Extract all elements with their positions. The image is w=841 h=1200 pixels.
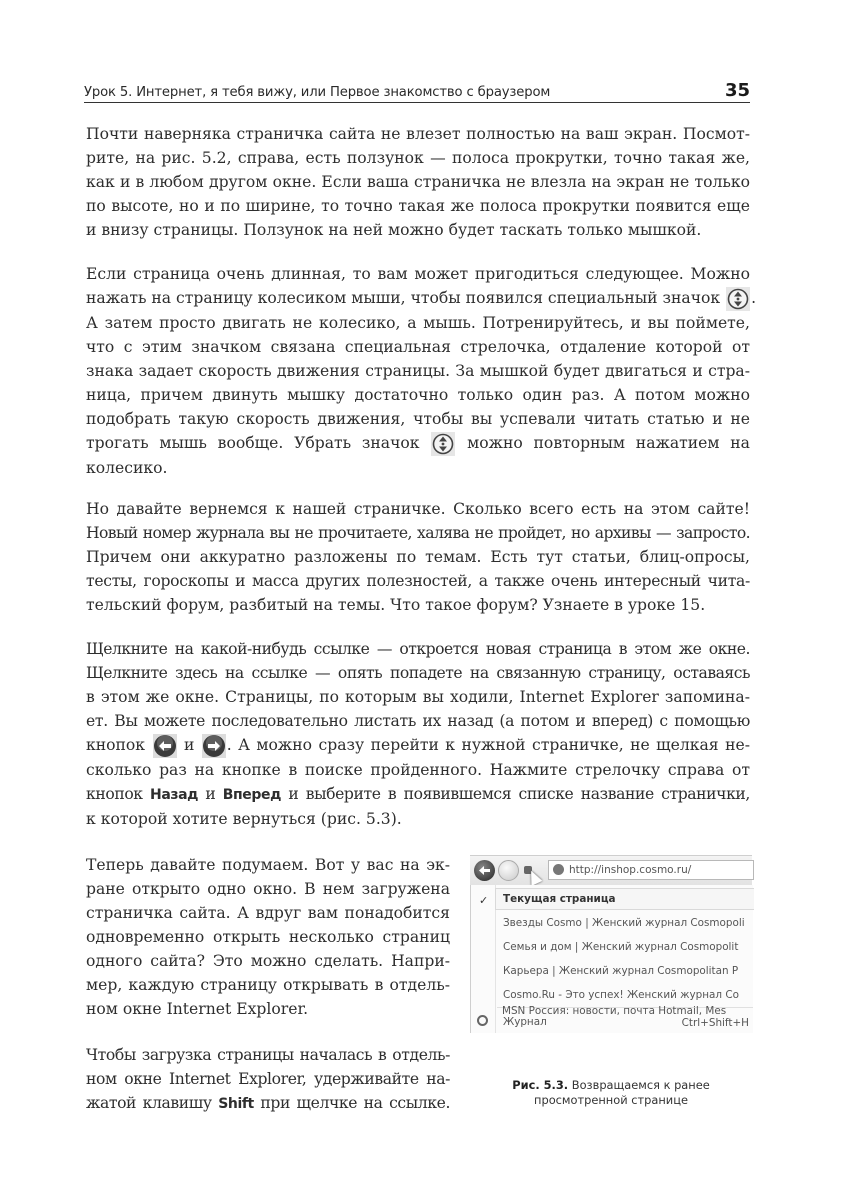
text-line: рите, на рис. 5.2, справа, есть ползунок — полоса прокрутки, точно такая же, [86, 149, 750, 167]
paragraph-scrollbar [86, 122, 750, 242]
text-fragment: трогать мышь вообще. Убрать значок [86, 434, 420, 452]
text-line: ном окне Internet Explorer. [86, 1000, 309, 1018]
text-line: Щелкните на какой-нибудь ссылке — откроется новая страница в этом же окне. [86, 640, 750, 658]
forward-arrow-icon [202, 734, 226, 758]
back-arrow-icon [474, 860, 495, 881]
check-icon: ✓ [479, 894, 489, 907]
text-fragment: можно повторным нажатием на [467, 434, 750, 452]
text-line: тельский форум, разбитый на темы. Что такое форум? Узнаете в уроке 15. [86, 596, 706, 614]
text-line: Но давайте вернемся к нашей страничке. Сколько всего есть на этом сайте! [86, 500, 750, 518]
text-line: Щелкните здесь на ссылке — опять попадете на связанную страницу, оставаясь [86, 664, 750, 682]
paragraph-archives [86, 497, 750, 617]
menu-item-history[interactable]: Семья и дом | Женский журнал Cosmopolit [503, 941, 739, 953]
text-fragment: и [183, 736, 195, 754]
browser-toolbar [470, 855, 752, 886]
chapter-title: Урок 5. Интернет, я тебя вижу, или Первое знакомство с браузером [84, 85, 551, 100]
autoscroll-icon [431, 432, 455, 456]
text-fragment: . [751, 289, 757, 307]
paragraph-multiple-windows [86, 853, 450, 1021]
text-line [86, 431, 750, 456]
forward-button[interactable] [498, 860, 519, 881]
text-fragment: . А можно сразу перейти к нужной страничке, не щелкая не- [226, 736, 750, 754]
figure-caption [470, 1078, 752, 1108]
caption-text: просмотренной странице [534, 1093, 688, 1107]
text-line: сколько раз на кнопке в поиске пройденного. Нажмите стрелочку справа от [86, 761, 750, 779]
text-line: А затем просто двигать не колесико, а мышь. Потренируйтесь, и вы поймете, [86, 314, 750, 332]
menu-item-history[interactable]: Звезды Cosmo | Женский журнал Cosmopoli [503, 917, 745, 929]
text-fragment: кнопок [86, 785, 143, 803]
paragraph-navigation [86, 637, 750, 831]
text-line: страничка сайта. А вдруг вам понадобится [86, 904, 450, 922]
mouse-cursor-icon [526, 868, 543, 886]
text-fragment: жатой клавишу [86, 1094, 212, 1112]
address-bar[interactable] [548, 860, 754, 880]
page-icon [553, 864, 564, 875]
paragraph-shift-click [86, 1043, 450, 1116]
text-line: тесты, гороскопы и масса других полезностей, а также очень интересный чита- [86, 572, 750, 590]
text-line: и внизу страницы. Ползунок на ней можно будет таскать только мышкой. [86, 221, 702, 239]
text-fragment: и [205, 785, 216, 803]
text-line [86, 286, 757, 311]
text-line: одновременно открыть несколько страниц [86, 928, 450, 946]
text-line: ница, причем двинуть мышку достаточно только один раз. А потом можно [86, 386, 750, 404]
text-line: Чтобы загрузка страницы началась в отдель- [86, 1046, 450, 1064]
term-shift: Shift [218, 1096, 254, 1112]
text-line [86, 733, 750, 758]
caption-text: Возвращаемся к ранее [571, 1078, 710, 1092]
journal-shortcut: Ctrl+Shift+H [681, 1017, 749, 1029]
text-line: ране открыто одно окно. В нем загружена [86, 880, 450, 898]
history-journal-icon [477, 1015, 488, 1026]
back-arrow-icon [153, 734, 177, 758]
text-line: ном окне Internet Explorer, удерживайте на- [86, 1070, 450, 1088]
menu-item-history[interactable]: Cosmo.Ru - Это успех! Женский журнал Co [503, 989, 739, 1001]
address-url: http://inshop.cosmo.ru/ [569, 864, 692, 876]
text-line: подобрать такую скорость движения, чтобы вы успевали читать статью и не [86, 410, 750, 428]
menu-gutter [471, 885, 496, 1033]
text-line: колесико. [86, 459, 168, 477]
text-line: ет. Вы можете последовательно листать их назад (а потом и вперед) с помощью [86, 712, 750, 730]
text-line [86, 782, 750, 807]
text-fragment: при щелчке на ссылке. [260, 1094, 451, 1112]
text-line: одного сайта? Это можно сделать. Напри- [86, 952, 450, 970]
paragraph-autoscroll [86, 262, 757, 480]
text-line: Теперь давайте подумаем. Вот у вас на эк- [86, 856, 450, 874]
text-fragment: кнопок [86, 736, 146, 754]
text-line: Если страница очень длинная, то вам может пригодиться следующее. Можно [86, 265, 750, 283]
menu-item-history[interactable]: Карьера | Женский журнал Cosmopolitan P [503, 965, 739, 977]
text-line: что с этим значком связана специальная стрелочка, отдаление которой от [86, 338, 750, 356]
text-line: Новый номер журнала вы не прочитаете, халява не пройдет, но архивы — запросто. [86, 524, 750, 542]
text-line: Причем они аккуратно разложены по темам. Есть тут статьи, блиц-опросы, [86, 548, 750, 566]
text-line: в этом же окне. Страницы, по которым вы ходили, Internet Explorer запомина- [86, 688, 750, 706]
menu-item-current-page[interactable]: Текущая страница [503, 893, 616, 905]
text-fragment: и выберите в появившемся списке название странички, [288, 785, 750, 803]
menu-item-history[interactable]: MSN Россия: новости, почта Hotmail, Mes [502, 1005, 727, 1017]
text-line [86, 1091, 450, 1116]
text-line: Почти наверняка страничка сайта не влезет полностью на ваш экран. Посмот- [86, 125, 750, 143]
text-line: как и в любом другом окне. Если ваша страничка не влезла на экран не только [86, 173, 750, 191]
back-button[interactable] [474, 860, 495, 881]
text-line: знака задает скорость движения страницы. За мышкой будет двигаться и стра- [86, 362, 750, 380]
text-line: по высоте, но и по ширине, то точно такая же полоса прокрутки появится еще [86, 197, 750, 215]
page-number: 35 [724, 80, 750, 101]
text-line: к которой хотите вернуться (рис. 5.3). [86, 810, 402, 828]
running-header [84, 80, 750, 103]
text-fragment: нажать на страницу колесиком мыши, чтобы появился специальный значок [86, 289, 721, 307]
menu-item-journal[interactable]: Журнал [503, 1016, 547, 1028]
autoscroll-icon [726, 287, 750, 311]
term-back: Назад [150, 787, 199, 803]
text-line: мер, каждую страницу открывать в отдель- [86, 976, 450, 994]
term-forward: Вперед [222, 787, 282, 803]
caption-label: Рис. 5.3. [512, 1078, 569, 1092]
